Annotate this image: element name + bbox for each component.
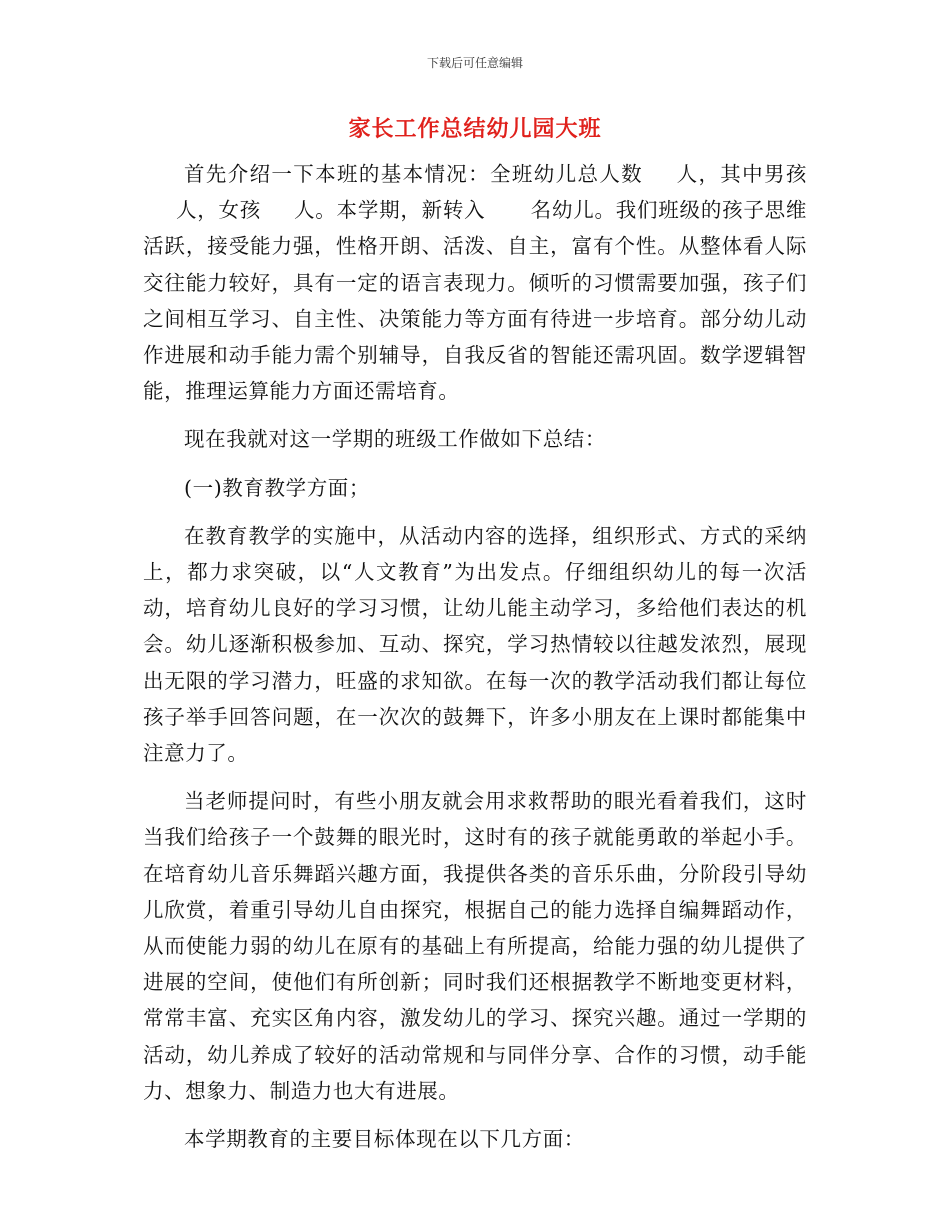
- overview-text-a: 首先介绍一下本班的基本情况：全班幼儿总人数: [184, 162, 644, 186]
- document-body: [143, 156, 807, 1157]
- paragraph-teaching-practice: 在教育教学的实施中，从活动内容的选择，组织形式、方式的采纳上，都力求突破，以“人文教育”为出发点。仔细组织幼儿的每一次活动，培育幼儿良好的学习习惯，让幼儿能主动学习，多给他们表达的机会。幼儿逐渐积极参加、互动、探究，学习热情较以往越发浓烈，展现出无限的学习潜力，旺盛的求知欲。在每一次的教学活动我们都让每位孩子举手回答问题，在一次次的鼓舞下，许多小朋友在上课时都能集中注意力了。: [143, 523, 807, 766]
- document-title: 家长工作总结幼儿园大班: [348, 116, 602, 142]
- paragraph-goals-intro: 本学期教育的主要目标体现在以下几方面：: [184, 1127, 585, 1152]
- paragraph-teacher-questions: 当老师提问时，有些小朋友就会用求救帮助的眼光看着我们，这时当我们给孩子一个鼓舞的眼光时，这时有的孩子就能勇敢的举起小手。在培育幼儿音乐舞蹈兴趣方面，我提供各类的音乐乐曲，分阶段引导幼儿欣赏，着重引导幼儿自由探究，根据自己的能力选择自编舞蹈动作，从而使能力弱的幼儿在原有的基础上有所提高，给能力强的幼儿提供了进展的空间，使他们有所创新；同时我们还根据教学不断地变更材料，常常丰富、充实区角内容，激发幼儿的学习、探究兴趣。通过一学期的活动，幼儿养成了较好的活动常规和与同伴分享、合作的习惯，动手能力、想象力、制造力也大有进展。: [143, 789, 807, 1103]
- section-heading-teaching: (一)教育教学方面；: [184, 475, 370, 500]
- overview-text-d: 人。本学期，新转入: [293, 198, 486, 223]
- overview-text-e: 名幼儿。我们班级的孩子思维活跃，接受能力强，性格开朗、活泼、自主，富有个性。从整体看人际交往能力较好，具有一定的语言表现力。倾听的习惯需要加强，孩子们之间相互学习、自主性、决策能力等方面有待进一步培育。部分幼儿动作进展和动手能力需个别辅导，自我反省的智能还需巩固。数学逻辑智能，推理运算能力方面还需培育。: [143, 198, 807, 404]
- overview-text-c: 人，女孩: [175, 198, 262, 223]
- overview-text-b: 人，其中男孩: [675, 162, 807, 186]
- header-note: 下载后可任意编辑: [426, 56, 523, 70]
- paragraph-class-overview: [143, 156, 807, 409]
- paragraph-summary-intro: 现在我就对这一学期的班级工作做如下总结：: [184, 427, 606, 452]
